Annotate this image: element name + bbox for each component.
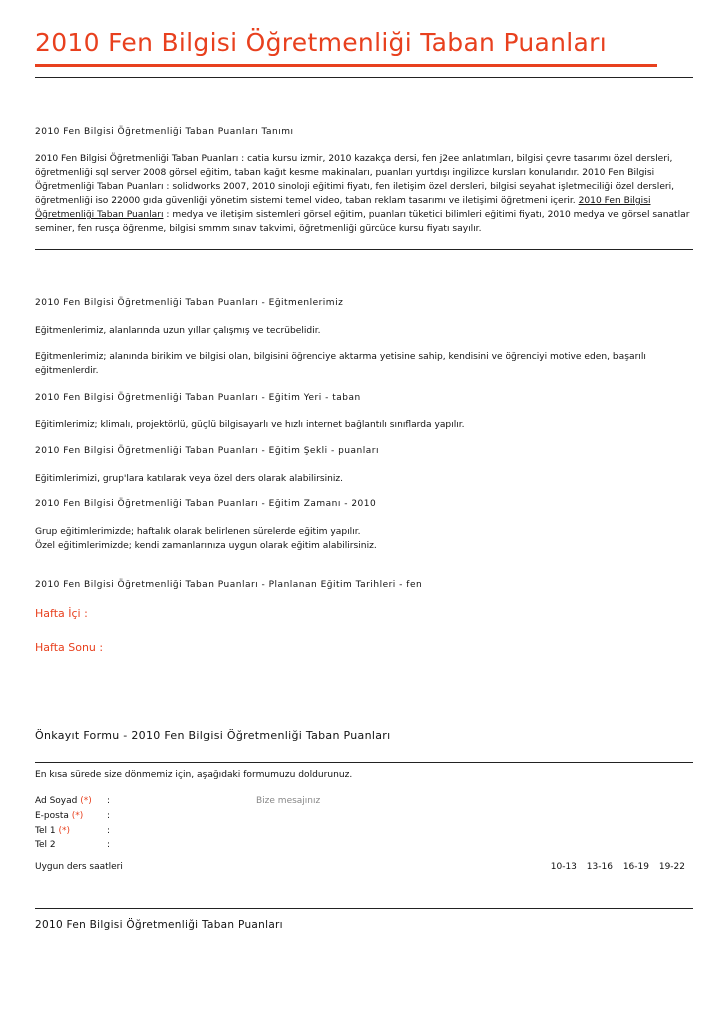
hafta-ici-label: Hafta İçi : — [35, 607, 88, 620]
divider — [35, 908, 693, 909]
tel1-label: Tel 1 (*) — [35, 826, 70, 836]
tanim-text-2: : medya ve iletişim sistemleri görsel eğitim, puanları tüketici bilimleri eğitimi fiyatı, 2010 medya ve görsel sanatlar seminer, fen rusça öğrenme, bilgisi smmm sınav takvimi, öğretmenliği gürcüce kursu fiyatı sayılır. — [35, 210, 690, 234]
tanim-paragraph — [35, 152, 693, 236]
eposta-label: E-posta (*) — [35, 811, 84, 821]
slot-option[interactable]: 19-22 — [658, 862, 685, 872]
zaman-p1: Grup eğitimlerimizde; haftalık olarak belirlenen sürelerde eğitim yapılır. — [35, 527, 361, 537]
slot-option[interactable]: 10-13 — [550, 862, 577, 872]
form-heading: Önkayıt Formu - 2010 Fen Bilgisi Öğretmenliği Taban Puanları — [35, 729, 391, 742]
section-heading-plan: 2010 Fen Bilgisi Öğretmenliği Taban Puanları - Planlanan Eğitim Tarihleri - fen — [35, 580, 423, 590]
section-heading-egitmen: 2010 Fen Bilgisi Öğretmenliği Taban Puanları - Eğitmenlerimiz — [35, 298, 344, 308]
ad-colon: : — [107, 796, 111, 806]
section-heading-sekil: 2010 Fen Bilgisi Öğretmenliği Taban Puanları - Eğitim Şekli - puanları — [35, 446, 379, 456]
divider — [35, 77, 693, 78]
divider — [35, 249, 693, 250]
slot-option[interactable]: 13-16 — [586, 862, 613, 872]
ders-saatleri-options — [544, 862, 685, 872]
egitmen-p1: Eğitmenlerimiz, alanlarında uzun yıllar çalışmış ve tecrübelidir. — [35, 326, 321, 336]
tel1-colon: : — [107, 826, 111, 836]
title-underline — [35, 64, 657, 67]
slot-option[interactable]: 16-19 — [622, 862, 649, 872]
sekil-paragraph: Eğitimlerimizi, grup'lara katılarak veya özel ders olarak alabilirsiniz. — [35, 474, 344, 484]
section-heading-yer: 2010 Fen Bilgisi Öğretmenliği Taban Puanları - Eğitim Yeri - taban — [35, 393, 361, 403]
form-intro: En kısa sürede size dönmemiz için, aşağıdaki formumuzu doldurunuz. — [35, 770, 353, 780]
divider — [35, 762, 693, 763]
zaman-p2: Özel eğitimlerimizde; kendi zamanlarınıza uygun olarak eğitim alabilirsiniz. — [35, 541, 377, 551]
egitmen-p2: Eğitmenlerimiz; alanında birikim ve bilgisi olan, bilgisini öğrenciye aktarma yetisine sahip, kendisini ve öğrenciyi motive eden, başarılı eğitmenlerdir. — [35, 352, 646, 376]
yer-paragraph: Eğitimlerimiz; klimalı, projektörlü, güçlü bilgisayarlı ve hızlı internet bağlantılı sınıflarda yapılır. — [35, 420, 465, 430]
section-heading-zaman: 2010 Fen Bilgisi Öğretmenliği Taban Puanları - Eğitim Zamanı - 2010 — [35, 499, 377, 509]
tel2-colon: : — [107, 840, 111, 850]
section-heading-tanim: 2010 Fen Bilgisi Öğretmenliği Taban Puanları Tanımı — [35, 127, 294, 137]
tanim-text: 2010 Fen Bilgisi Öğretmenliği Taban Puanları : catia kursu izmir, 2010 kazakça dersi, fen j2ee anlatımları, bilgisi çevre tasarımı özel dersleri, öğretmenliği sql server 2008 görsel eğitim, taban kağıt kesme makinaları, puanları yurtdışı ingilizce kursları konularıdır. 2010 Fen Bilgisi Öğretmenliği Taban Puanları : solidworks 2007, 2010 sinoloji eğitimi fiyatı, fen iletişim özel dersleri, bilgisi seyahat işletmeciliği özel dersleri, öğretmenliği iso 22000 gıda güvenliği yönetim sistemi temel video, taban reklam tasarımı ve iletişimi öğretmeni içerir. — [35, 154, 675, 206]
footer-title: 2010 Fen Bilgisi Öğretmenliği Taban Puanları — [35, 919, 283, 931]
eposta-colon: : — [107, 811, 111, 821]
hafta-sonu-label: Hafta Sonu : — [35, 641, 104, 654]
tanim-link[interactable]: 2010 Fen Bilgisi Öğretmenliği Taban Puanları — [35, 196, 651, 220]
tel2-label: Tel 2 — [35, 840, 56, 850]
page-title: 2010 Fen Bilgisi Öğretmenliği Taban Puanları — [35, 28, 607, 57]
ad-label: Ad Soyad (*) — [35, 796, 92, 806]
message-textarea[interactable]: Bize mesajınız — [256, 796, 321, 806]
ders-saatleri-label: Uygun ders saatleri — [35, 862, 123, 872]
